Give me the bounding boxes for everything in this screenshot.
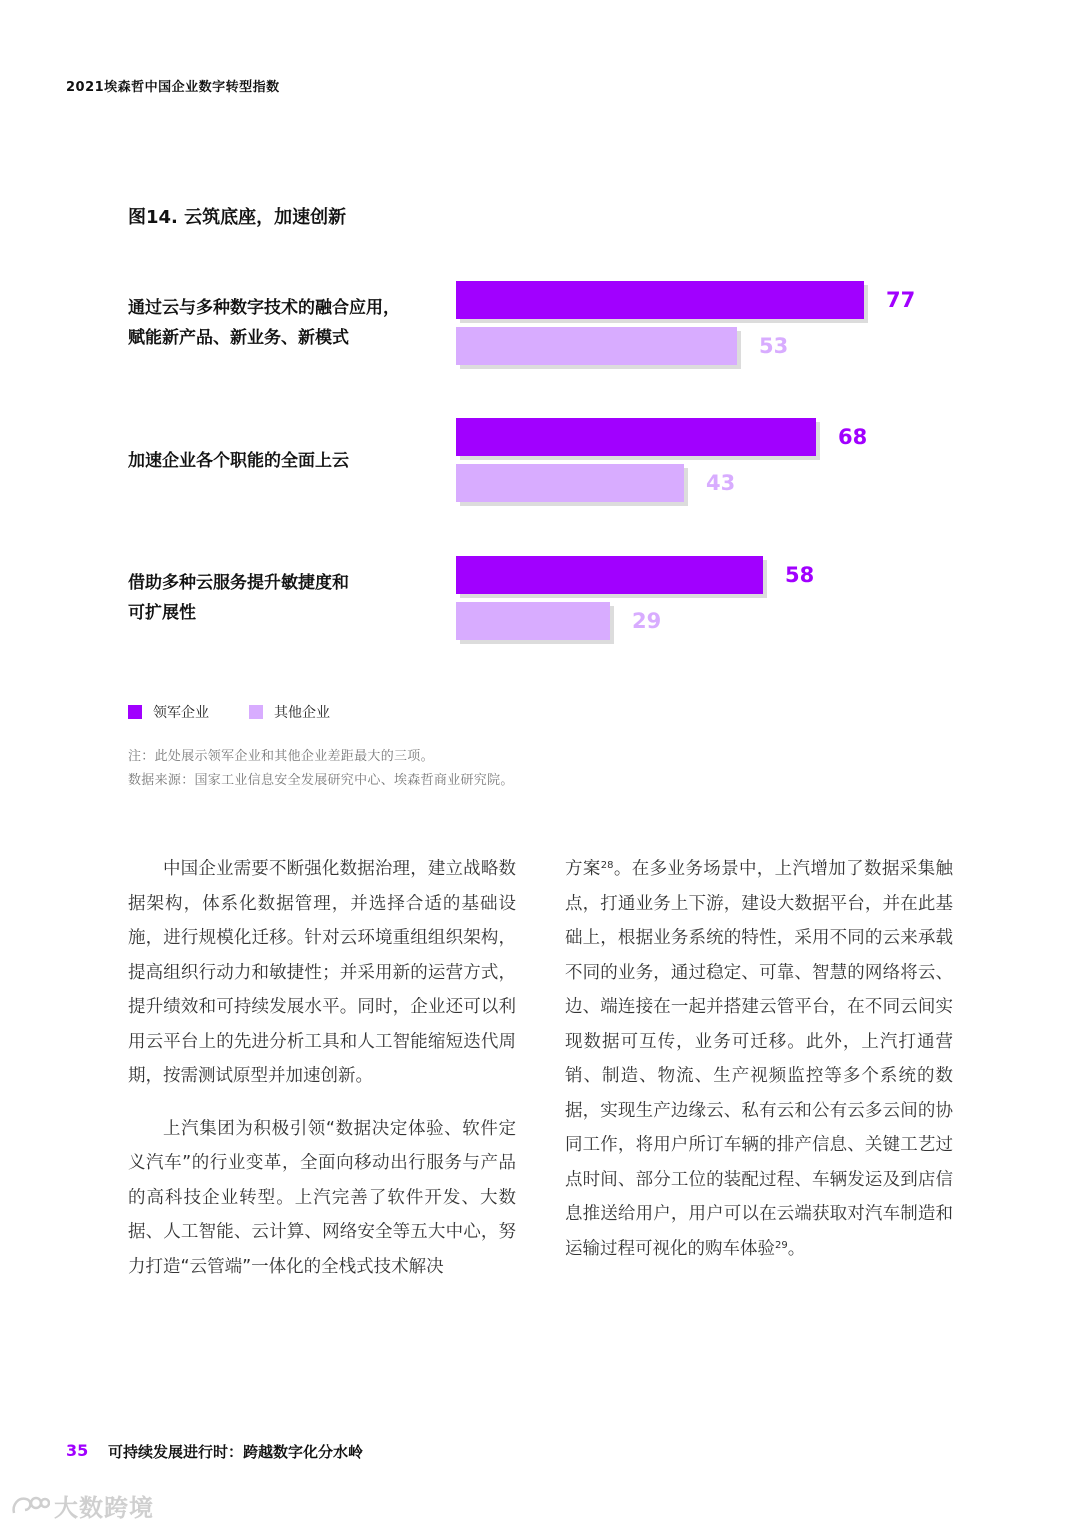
bar-leader-2 [456,418,816,456]
page-number: 35 [66,1441,89,1460]
value-label-other-2: 43 [706,471,736,495]
body-column-right [565,852,953,1266]
category-label-3 [128,568,438,628]
bar-other-1 [456,327,737,365]
body-paragraph-3-end: 。 [787,1238,806,1259]
footer-title: 可持续发展进行时：跨越数字化分水岭 [108,1443,364,1461]
footnote-ref-28[interactable]: 28 [600,860,614,871]
legend-label-other: 其他企业 [274,705,330,721]
watermark-text: 大数跨境 [54,1494,154,1522]
watermark [10,1488,154,1523]
bar-other-3 [456,602,610,640]
category-label-3-line-1: 借助多种云服务提升敏捷度和 [128,573,349,593]
legend-item-leader [128,702,209,722]
bar-leader-3 [456,556,763,594]
value-label-leader-1: 77 [886,288,916,312]
legend-swatch-other [249,705,263,719]
category-label-3-line-2: 可扩展性 [128,603,196,623]
bar-leader-1 [456,281,864,319]
report-header-title: 2021埃森哲中国企业数字转型指数 [66,80,280,95]
chart-note: 注：此处展示领军企业和其他企业差距最大的三项。 [128,749,434,764]
legend-swatch-leader [128,705,142,719]
category-label-2-line-1: 加速企业各个职能的全面上云 [128,451,349,471]
body-paragraph-1: 中国企业需要不断强化数据治理，建立战略数据架构，体系化数据管理，并选择合适的基础设施，进行规模化迁移。针对云环境重组组织架构，提高组织行动力和敏捷性；并采用新的运营方式，提升绩效和可持续发展水平。同时，企业还可以利用云平台上的先进分析工具和人工智能缩短迭代周期，按需测试原型并加速创新。 [128,859,516,1086]
body-paragraph-2: 上汽集团为积极引领“数据决定体验、软件定义汽车”的行业变革，全面向移动出行服务与产品的高科技企业转型。上汽完善了软件开发、大数据、人工智能、云计算、网络安全等五大中心，努力打造“云管端”一体化的全栈式技术解决 [128,1118,516,1277]
value-label-leader-2: 68 [838,425,868,449]
category-label-1-line-1: 通过云与多种数字技术的融合应用， [128,298,400,318]
value-label-other-3: 29 [632,609,662,633]
legend-label-leader: 领军企业 [153,705,209,721]
body-paragraph-3-start: 方案 [565,859,601,879]
figure-title: 图14. 云筑底座，加速创新 [128,207,347,228]
category-label-1-line-2: 赋能新产品、新业务、新模式 [128,328,349,348]
category-label-2 [128,446,438,476]
bar-other-2 [456,464,684,502]
category-label-1 [128,293,438,353]
footnote-ref-29[interactable]: 29 [775,1239,788,1251]
body-paragraph-3 [565,852,953,1266]
value-label-leader-3: 58 [785,563,815,587]
value-label-other-1: 53 [759,334,789,358]
body-column-left [128,852,516,1284]
body-paragraph-3-main: 。在多业务场景中，上汽增加了数据采集触点，打通业务上下游，建设大数据平台，并在此基础上，根据业务系统的特性，采用不同的云来承载不同的业务，通过稳定、可靠、智慧的网络将云、边、端连接在一起并搭建云管平台，在不同云间实现数据可互传，业务可迁移。此外，上汽打通营销、制造、物流、生产视频监控等多个系统的数据，实现生产边缘云、私有云和公有云多云间的协同工作，将用户所订车辆的排产信息、关键工艺过点时间、部分工位的装配过程、车辆发运及到店信息推送给用户，用户可以在云端获取对汽车制造和运输过程可视化的购车体验 [565,859,954,1259]
watermark-logo-icon [10,1493,50,1519]
chart-source: 数据来源：国家工业信息安全发展研究中心、埃森哲商业研究院。 [128,773,514,788]
legend-item-other [249,702,330,722]
